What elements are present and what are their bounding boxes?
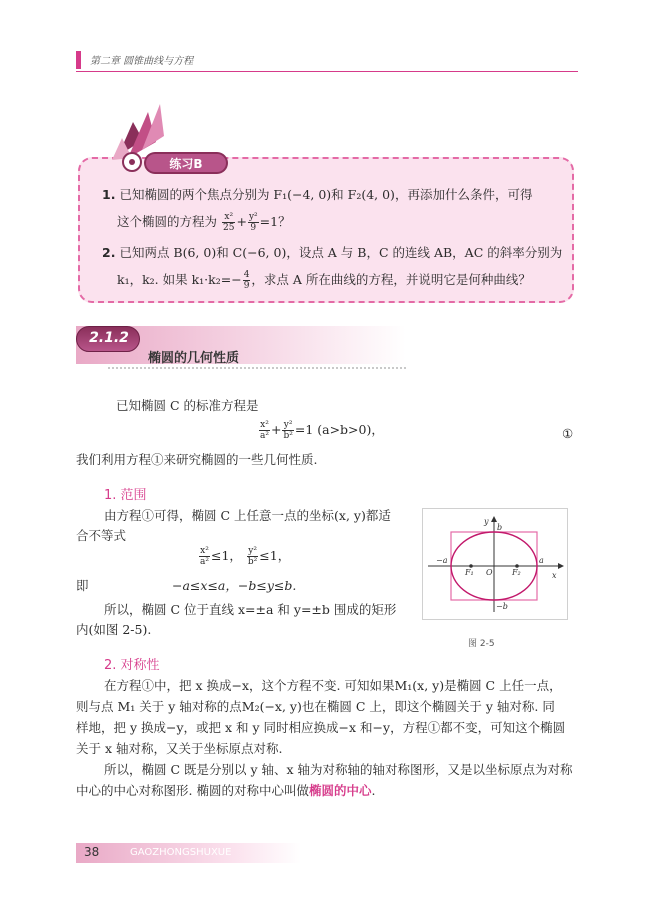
term-ellipse-center: 椭圆的中心 (308, 783, 372, 798)
label-neg-b: −b (496, 602, 508, 611)
header-accent-bar (76, 51, 81, 69)
exercise-item-1-line2: 这个椭圆的方程为 $\frac{\text{x²}}{25}$ + $\frac{\text{y²}}{9}$ =1？ (117, 212, 291, 233)
footer-brand: GAOZHONGSHUXUE (130, 847, 232, 858)
equation-label: ① (562, 426, 574, 441)
figure-caption: 图 2-5 (468, 639, 495, 649)
exercise-title: 练习B (169, 157, 203, 171)
x-axis-label: x (552, 571, 557, 580)
subsection-heading-symmetry: 2. 对称性 (104, 658, 160, 673)
label-b: b (497, 523, 503, 532)
fraction: $\frac{\text{x²}}{\text{a²}}$ (200, 546, 209, 567)
symmetry-p2-line-1: 所以，椭圆 C 既是分别以 y 轴、x 轴为对称轴的轴对称图形，又是以坐标原点为对称 (104, 762, 573, 777)
exercise-item-number: 1. (102, 187, 116, 202)
section-number: 2.1.2 (89, 330, 129, 346)
range-inequality: $\frac{\text{x²}}{\text{a²}}$ ≤1， $\frac{\text{y²}}{\text{b²}}$ ≤1， (200, 546, 291, 567)
section-dotted-rule (108, 367, 406, 369)
fraction: $\frac{4}{9}$ (243, 270, 250, 291)
header-rule (76, 71, 578, 72)
fraction: $\frac{\text{x²}}{25}$ (223, 212, 235, 233)
label-a: a (539, 556, 544, 565)
label-f1: F₁ (465, 568, 474, 577)
symmetry-line-1: 在方程①中，把 x 换成−x，这个方程不变. 可知如果M₁(x, y)是椭圆 C 上任一点， (104, 678, 562, 693)
label-f2: F₂ (512, 568, 521, 577)
range-paragraph-line2: 合不等式 (76, 528, 127, 543)
exercise-item-2-line1: 2. 已知两点 B(6, 0)和 C(−6, 0)，设点 A 与 B，C 的连线 AB，AC 的斜率分别为 (102, 245, 563, 260)
intro-text-2: 我们利用方程①来研究椭圆的一些几何性质. (76, 452, 318, 467)
section-title: 椭圆的几何性质 (148, 351, 240, 366)
symmetry-line-2: 则与点 M₁ 关于 y 轴对称的点M₂(−x, y)也在椭圆 C 上，即这个椭圆关于 y 轴对称. 同 (76, 699, 555, 714)
x-axis-arrow-icon (558, 563, 564, 569)
exercise-item-number: 2. (102, 245, 116, 260)
fraction: $\frac{\text{x²}}{\text{a²}}$ (260, 420, 269, 441)
y-axis-label: y (484, 517, 489, 526)
symmetry-p2-line-2: 中心的中心对称图形. 椭圆的对称中心叫做椭圆的中心. (76, 783, 376, 798)
range-inequality-2: −a≤x≤a，−b≤y≤b. (172, 578, 297, 593)
range-paragraph-line4: 内(如图 2-5). (76, 622, 152, 637)
symmetry-line-4: 关于 x 轴对称，又关于坐标原点对称. (76, 741, 283, 756)
fraction: $\frac{\text{y²}}{9}$ (248, 212, 258, 233)
y-axis-arrow-icon (491, 516, 497, 522)
range-ji: 即 (76, 578, 89, 593)
page-number: 38 (84, 845, 100, 859)
chapter-header: 第二章 圆锥曲线与方程 (90, 56, 194, 67)
fraction: $\frac{\text{y²}}{\text{b²}}$ (247, 546, 258, 567)
range-paragraph-line3: 所以，椭圆 C 位于直线 x=±a 和 y=±b 围成的矩形 (104, 602, 397, 617)
exercise-item-2-line2: k₁，k₂. 如果 k₁·k₂=− $\frac{4}{9}$ ，求点 A 所在曲线的方程，并说明它是何种曲线？ (117, 270, 531, 291)
subsection-heading-range: 1. 范围 (104, 488, 147, 503)
intro-text: 已知椭圆 C 的标准方程是 (116, 398, 259, 413)
symmetry-line-3: 样地，把 y 换成−y，或把 x 和 y 同时相应换成−x 和−y，方程①都不变，可知这个椭圆 (76, 720, 566, 735)
exercise-item-1-line1: 1. 已知椭圆的两个焦点分别为 F₁(−4, 0)和 F₂(4, 0)，再添加什么条件，可得 (102, 187, 533, 202)
fraction: $\frac{\text{y²}}{\text{b²}}$ (283, 420, 293, 441)
range-paragraph-line1: 由方程①可得，椭圆 C 上任意一点的坐标(x, y)都适 (104, 508, 391, 523)
exercise-logo-icon (98, 100, 238, 184)
ellipse-standard-equation: $\frac{\text{x²}}{\text{a²}}$ + $\frac{\text{y²}}{\text{b²}}$ =1 (a>b>0)， (260, 420, 384, 441)
label-neg-a: −a (436, 556, 448, 565)
ellipse-figure (422, 508, 568, 620)
label-origin: O (486, 568, 493, 577)
